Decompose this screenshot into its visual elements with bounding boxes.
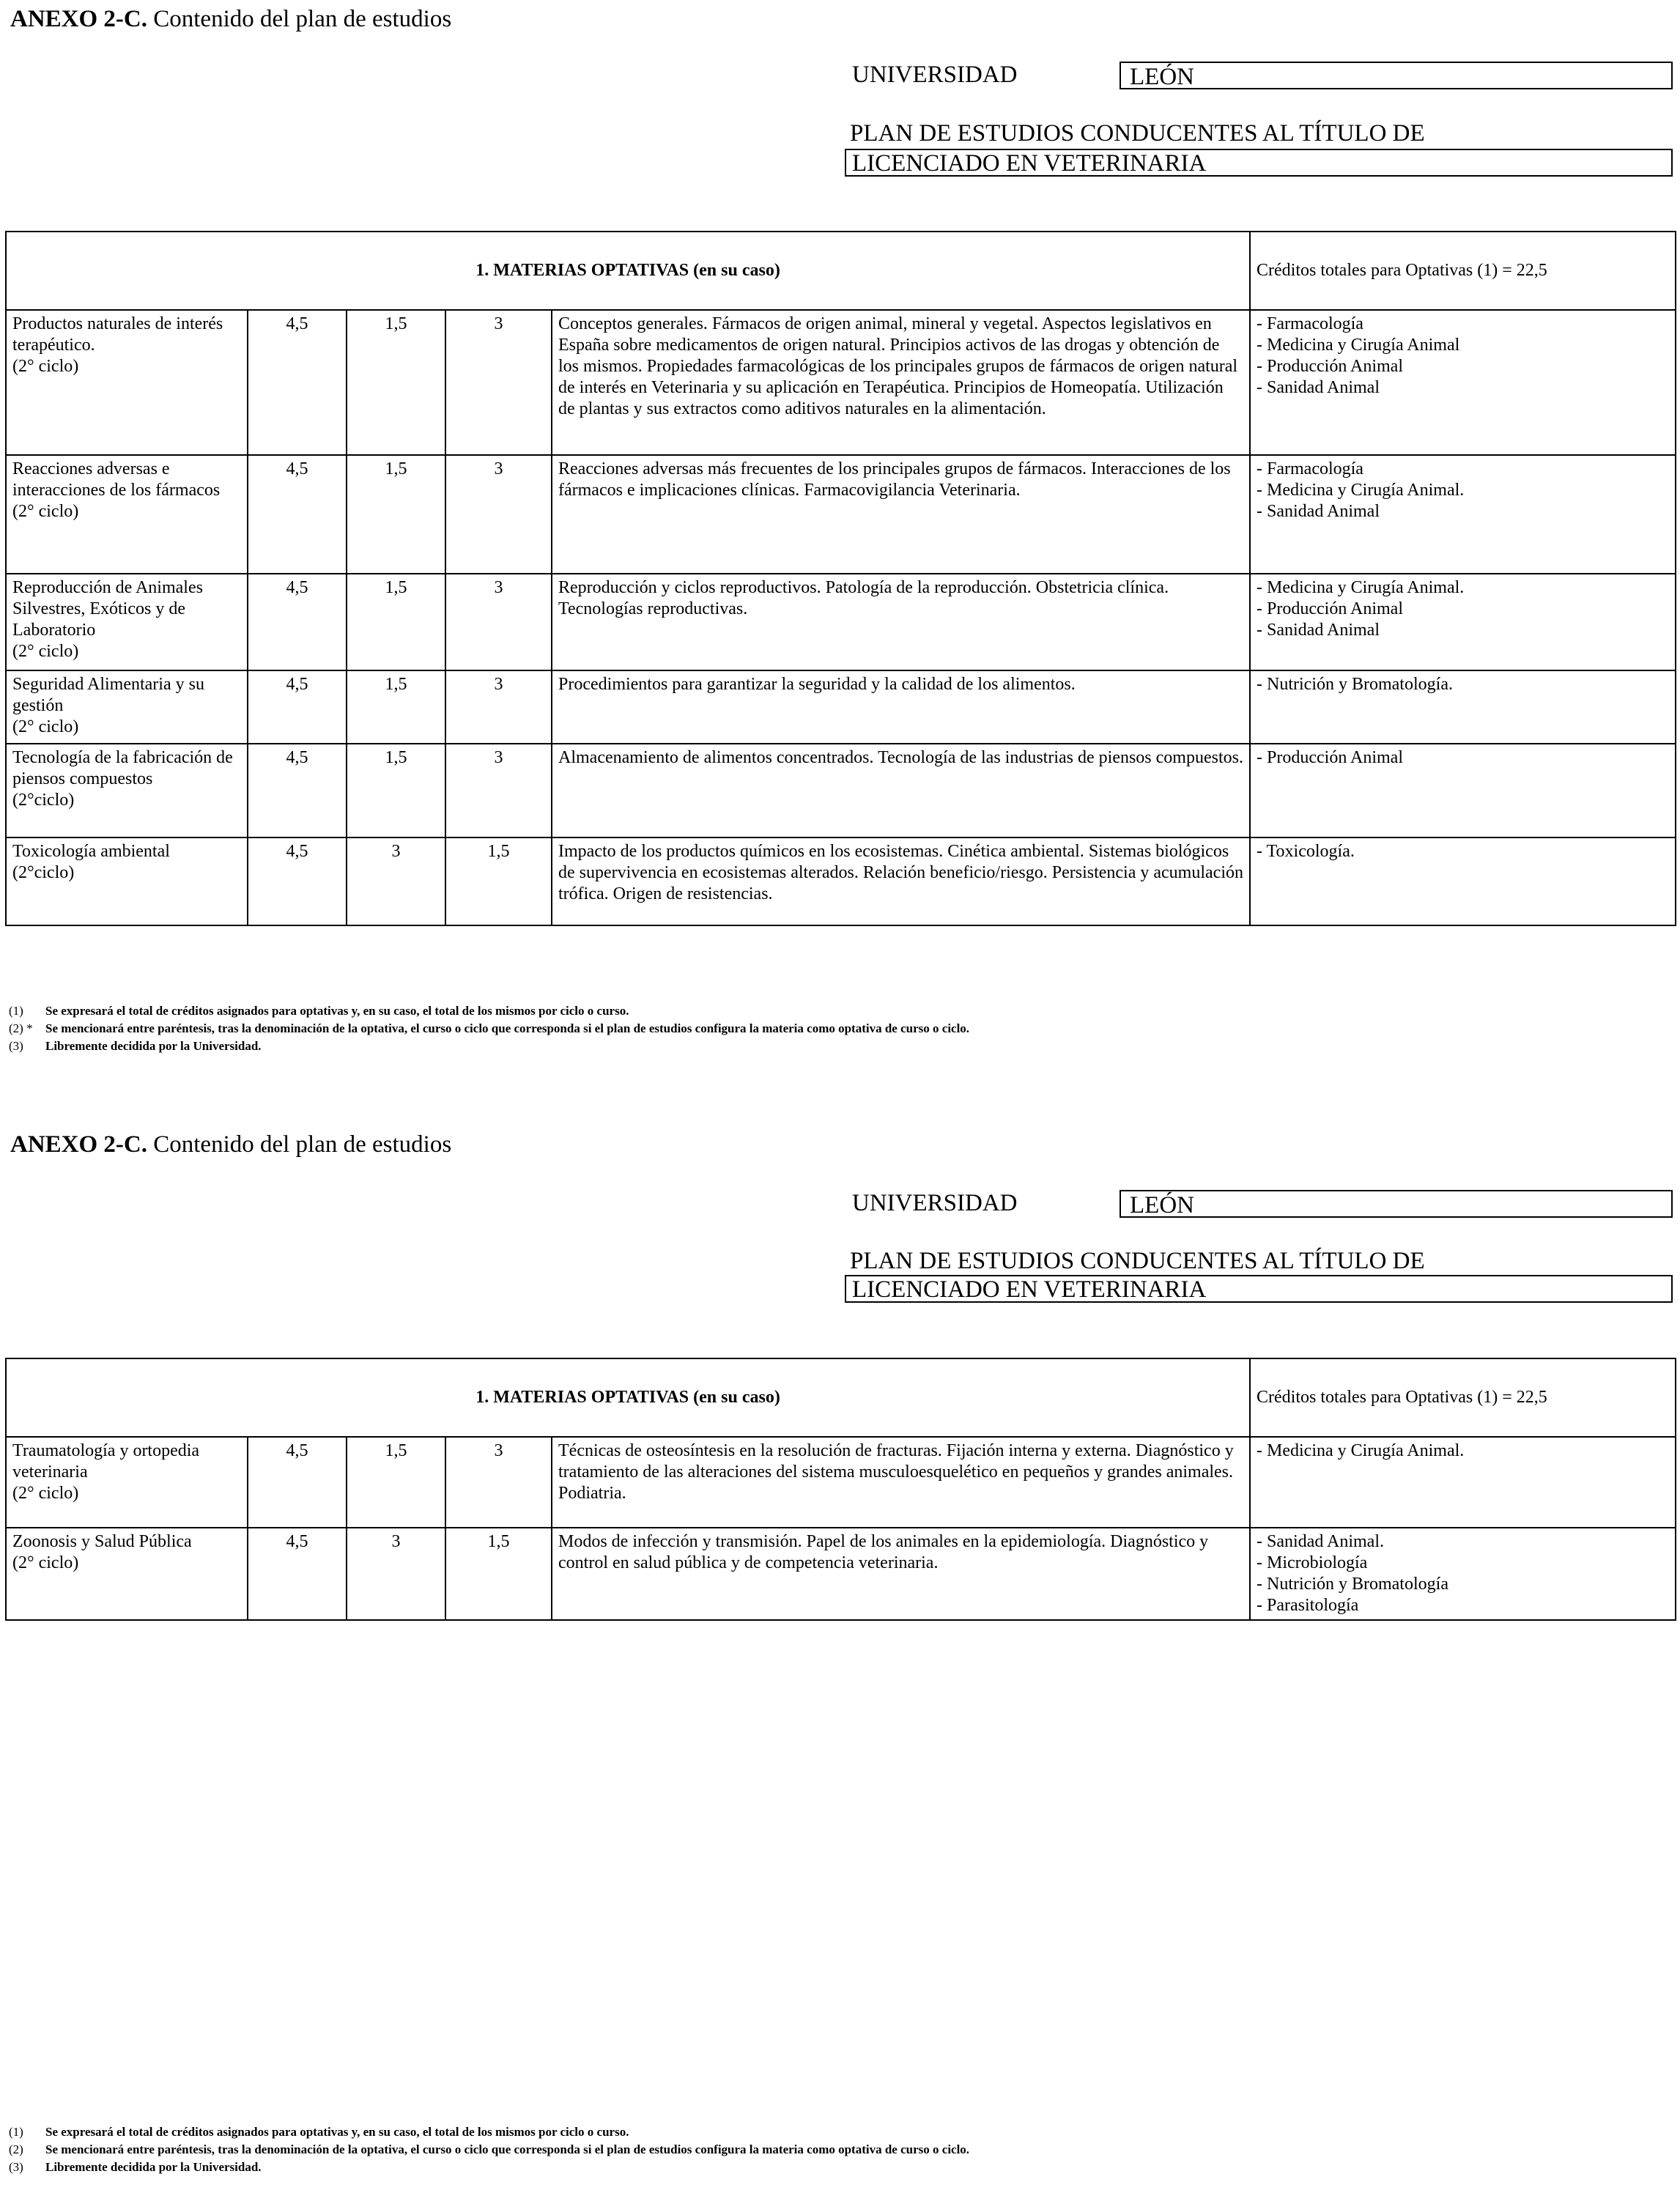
area-item: - Microbiología xyxy=(1257,1553,1368,1572)
knowledge-areas xyxy=(1250,1437,1676,1528)
total-credits: 4,5 xyxy=(248,1437,347,1528)
area-item: - Medicina y Cirugía Animal. xyxy=(1257,1441,1465,1460)
area-item: - Sanidad Animal xyxy=(1257,621,1380,640)
practice-credits: 1,5 xyxy=(445,837,552,925)
area-item: - Medicina y Cirugía Animal. xyxy=(1257,578,1465,597)
practice-credits: 3 xyxy=(445,310,552,455)
subject-name: Tecnología de la fabricación de piensos compuestos (2°ciclo) xyxy=(6,744,248,837)
practice-credits: 3 xyxy=(445,455,552,574)
annex-code: ANEXO 2-C. xyxy=(10,1131,147,1158)
subject-name: Reproducción de Animales Silvestres, Exóticos y de Laboratorio (2° ciclo) xyxy=(6,574,248,670)
annex-heading xyxy=(10,6,451,33)
footnote-key: (1) xyxy=(9,2125,23,2139)
plan-title: PLAN DE ESTUDIOS CONDUCENTES AL TÍTULO DE xyxy=(850,1248,1425,1274)
table-header-row xyxy=(6,232,1676,310)
footnote-key: (3) xyxy=(9,2160,23,2174)
knowledge-areas xyxy=(1250,670,1676,744)
area-item: - Producción Animal xyxy=(1257,599,1403,618)
total-credits: 4,5 xyxy=(248,744,347,837)
table-row xyxy=(6,574,1676,670)
area-item: - Medicina y Cirugía Animal. xyxy=(1257,481,1465,500)
theory-credits: 1,5 xyxy=(347,1437,445,1528)
footnote xyxy=(9,1002,969,1020)
area-item: - Producción Animal xyxy=(1257,748,1403,767)
subject-name: Traumatología y ortopedia veterinaria (2° ciclo) xyxy=(6,1437,248,1528)
knowledge-areas xyxy=(1250,455,1676,574)
subject-description: Procedimientos para garantizar la seguridad y la calidad de los alimentos. xyxy=(552,670,1250,744)
subject-name: Seguridad Alimentaria y su gestión (2° ciclo) xyxy=(6,670,248,744)
total-credits: 4,5 xyxy=(248,310,347,455)
footnote-key: (1) xyxy=(9,1004,23,1018)
footnote xyxy=(9,2159,969,2176)
area-item: - Toxicología. xyxy=(1257,842,1355,861)
knowledge-areas xyxy=(1250,1528,1676,1620)
theory-credits: 1,5 xyxy=(347,310,445,455)
optional-subjects-table xyxy=(5,231,1676,926)
area-item: - Producción Animal xyxy=(1257,357,1403,376)
footnote-text: Se expresará el total de créditos asignados para optativas y, en su caso, el total de los mismos por ciclo o curso. xyxy=(45,2125,629,2139)
subject-description: Impacto de los productos químicos en los ecosistemas. Cinética ambiental. Sistemas biológicos de supervivencia en ecosistemas alterados. Relación beneficio/riesgo. Persistencia y acumulación trófica. Origen de resistencias. xyxy=(552,837,1250,925)
practice-credits: 3 xyxy=(445,574,552,670)
optional-subjects-table xyxy=(5,1358,1676,1621)
footnote-text: Se mencionará entre paréntesis, tras la denominación de la optativa, el curso o ciclo que corresponda si el plan de estudios configura la materia como optativa de curso o ciclo. xyxy=(45,2142,970,2156)
subject-description: Técnicas de osteosíntesis en la resolución de fracturas. Fijación interna y externa. Diagnóstico y tratamiento de las alteraciones del sistema musculoesquelético en pequeños y grandes animales. Podiatria. xyxy=(552,1437,1250,1528)
theory-credits: 3 xyxy=(347,837,445,925)
total-credits: 4,5 xyxy=(248,455,347,574)
subject-description: Modos de infección y transmisión. Papel de los animales en la epidemiología. Diagnóstico y control en salud pública y de competencia veterinaria. xyxy=(552,1528,1250,1620)
practice-credits: 3 xyxy=(445,744,552,837)
area-item: - Nutrición y Bromatología. xyxy=(1257,675,1453,694)
table-row xyxy=(6,310,1676,455)
subject-name: Reacciones adversas e interacciones de los fármacos (2° ciclo) xyxy=(6,455,248,574)
university-label: UNIVERSIDAD xyxy=(852,1190,1018,1216)
table-row xyxy=(6,837,1676,925)
footnote-text: Libremente decidida por la Universidad. xyxy=(45,2160,262,2174)
knowledge-areas xyxy=(1250,574,1676,670)
footnote-text: Libremente decidida por la Universidad. xyxy=(45,1039,262,1053)
area-item: - Sanidad Animal. xyxy=(1257,1532,1384,1551)
footnote xyxy=(9,1020,969,1038)
knowledge-areas xyxy=(1250,837,1676,925)
table-row xyxy=(6,455,1676,574)
footnote-text: Se expresará el total de créditos asignados para optativas y, en su caso, el total de los mismos por ciclo o curso. xyxy=(45,1004,629,1018)
subject-name: Toxicología ambiental (2°ciclo) xyxy=(6,837,248,925)
theory-credits: 1,5 xyxy=(347,574,445,670)
footnote xyxy=(9,2123,969,2141)
table-row xyxy=(6,670,1676,744)
knowledge-areas xyxy=(1250,310,1676,455)
footnotes xyxy=(9,2123,969,2176)
plan-value: LICENCIADO EN VETERINARIA xyxy=(845,149,1673,177)
university-value: LEÓN xyxy=(1120,1190,1673,1218)
theory-credits: 3 xyxy=(347,1528,445,1620)
annex-heading xyxy=(10,1131,451,1158)
footnotes xyxy=(9,1002,969,1055)
practice-credits: 1,5 xyxy=(445,1528,552,1620)
annex-title: Contenido del plan de estudios xyxy=(153,1131,452,1158)
subject-description: Almacenamiento de alimentos concentrados. Tecnología de las industrias de piensos compuestos. xyxy=(552,744,1250,837)
table-row xyxy=(6,744,1676,837)
credits-heading: Créditos totales para Optativas (1) = 22,5 xyxy=(1250,232,1676,310)
footnote xyxy=(9,1038,969,1055)
area-item: - Farmacología xyxy=(1257,314,1363,333)
table-heading: 1. MATERIAS OPTATIVAS (en su caso) xyxy=(6,1358,1250,1437)
table-row xyxy=(6,1437,1676,1528)
table-row xyxy=(6,1528,1676,1620)
area-item: - Farmacología xyxy=(1257,459,1363,478)
footnote-text: Se mencionará entre paréntesis, tras la denominación de la optativa, el curso o ciclo que corresponda si el plan de estudios configura la materia como optativa de curso o ciclo. xyxy=(45,1021,970,1035)
area-item: - Sanidad Animal xyxy=(1257,378,1380,397)
annex-title: Contenido del plan de estudios xyxy=(153,6,452,32)
footnote xyxy=(9,2141,969,2159)
credits-heading: Créditos totales para Optativas (1) = 22,5 xyxy=(1250,1358,1676,1437)
area-item: - Parasitología xyxy=(1257,1596,1359,1615)
practice-credits: 3 xyxy=(445,1437,552,1528)
subject-name: Productos naturales de interés terapéutico. (2° ciclo) xyxy=(6,310,248,455)
total-credits: 4,5 xyxy=(248,1528,347,1620)
footnote-key: (2) * xyxy=(9,1021,33,1035)
theory-credits: 1,5 xyxy=(347,744,445,837)
subject-description: Conceptos generales. Fármacos de origen animal, mineral y vegetal. Aspectos legislativos en España sobre medicamentos de origen natural. Principios activos de las drogas y obtención de los mismos. Propiedades farmacológicas de los principales grupos de fármacos de origen natural de interés en Veterinaria y su aplicación en Terapéutica. Principios de Homeopatía. Utilización de plantas y sus extractos como aditivos naturales en la alimentación. xyxy=(552,310,1250,455)
area-item: - Sanidad Animal xyxy=(1257,502,1380,521)
table-heading: 1. MATERIAS OPTATIVAS (en su caso) xyxy=(6,232,1250,310)
university-label: UNIVERSIDAD xyxy=(852,62,1018,88)
subject-description: Reproducción y ciclos reproductivos. Patología de la reproducción. Obstetricia clínica. Tecnologías reproductivas. xyxy=(552,574,1250,670)
subject-description: Reacciones adversas más frecuentes de los principales grupos de fármacos. Interacciones de los fármacos e implicaciones clínicas. Farmacovigilancia Veterinaria. xyxy=(552,455,1250,574)
total-credits: 4,5 xyxy=(248,574,347,670)
footnote-key: (3) xyxy=(9,1039,23,1053)
subject-name: Zoonosis y Salud Pública (2° ciclo) xyxy=(6,1528,248,1620)
table-header-row xyxy=(6,1358,1676,1437)
knowledge-areas xyxy=(1250,744,1676,837)
area-item: - Nutrición y Bromatología xyxy=(1257,1575,1448,1594)
plan-title: PLAN DE ESTUDIOS CONDUCENTES AL TÍTULO DE xyxy=(850,120,1425,147)
total-credits: 4,5 xyxy=(248,837,347,925)
theory-credits: 1,5 xyxy=(347,455,445,574)
footnote-key: (2) xyxy=(9,2142,23,2156)
area-item: - Medicina y Cirugía Animal xyxy=(1257,336,1460,355)
annex-code: ANEXO 2-C. xyxy=(10,6,147,32)
total-credits: 4,5 xyxy=(248,670,347,744)
practice-credits: 3 xyxy=(445,670,552,744)
university-value: LEÓN xyxy=(1120,62,1673,89)
theory-credits: 1,5 xyxy=(347,670,445,744)
plan-value: LICENCIADO EN VETERINARIA xyxy=(845,1275,1673,1303)
